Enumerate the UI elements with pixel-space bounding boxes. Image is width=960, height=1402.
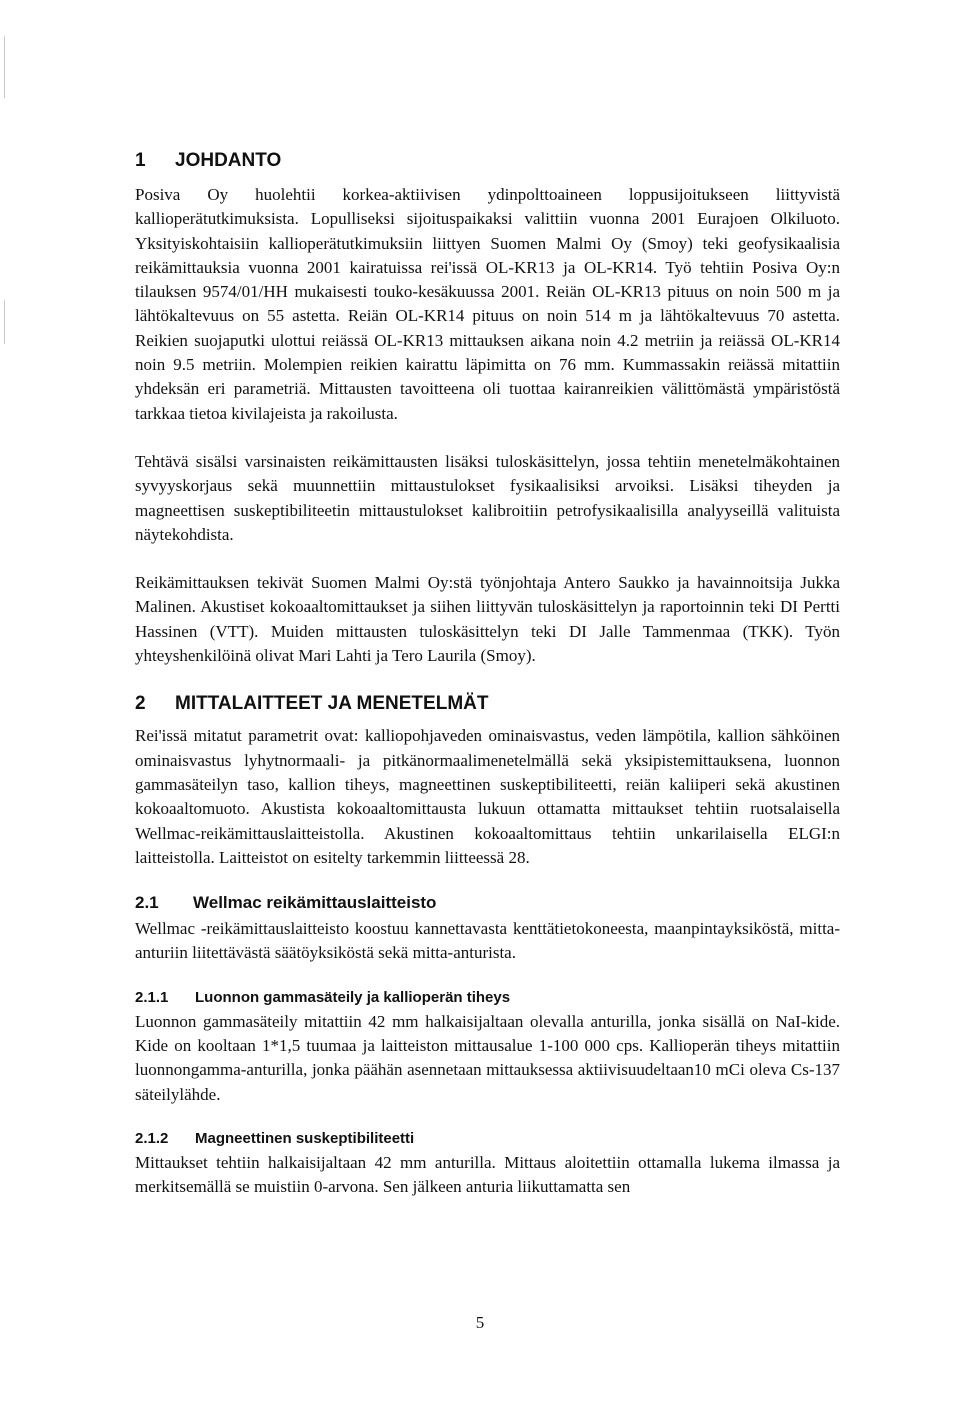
scan-edge-mark [4,36,5,98]
heading-section-1 [135,150,840,172]
section-title: Magneettinen suskeptibiliteetti [195,1129,415,1147]
section-title: Wellmac reikämittauslaitteisto [193,893,437,913]
paragraph: Posiva Oy huolehtii korkea-aktiivisen ydinpolttoaineen loppusijoitukseen liittyvistä kallioperätutkimuksista. Lopulliseksi sijoituspaikaksi valittiin vuonna 2001 Eurajoen Olkiluoto. Yksityiskohtaisiin kallioperätutkimuksiin liittyen Suomen Malmi Oy (Smoy) teki geofysikaalisia reikämittauksia vuonna 2001 kairatuissa rei'issä OL-KR13 ja OL-KR14. Työ tehtiin Posiva Oy:n tilauksen 9574/01/HH mukaisesti touko-kesäkuussa 2001. Reiän OL-KR13 pituus on noin 500 m ja lähtökaltevuus on 55 astetta. Reiän OL-KR14 pituus on noin 514 m ja lähtökaltevuus 70 astetta. Reikien suojaputki ulottui reiässä OL-KR13 mittauksen aikana noin 4.2 metriin ja reiässä OL-KR14 noin 9.5 metriin. Molempien reikien kairattu läpimitta on 76 mm. Kummassakin reiässä mitattiin yhdeksän eri parametriä. Mittausten tavoitteena oli tuottaa kairanreikien välittömästä ympäristöstä tarkkaa tietoa kivilajeista ja rakoilusta. [135,185,840,423]
section-number: 2.1 [135,893,159,913]
section-number: 2.1.1 [135,988,169,1006]
page-number: 5 [475,1313,485,1332]
section-title: JOHDANTO [175,150,282,171]
paragraph: Rei'issä mitatut parametrit ovat: kalliopohjaveden ominaisvastus, veden lämpötila, kallion sähköinen ominaisvastus lyhytnormaali- ja pitkänormaalimenetelmällä sekä yksipistemittauksena, luonnon gammasäteilyn taso, kallion tiheys, magneettinen suskeptibiliteetti, reiän kaliiperi sekä akustinen kokoaaltomuoto. Akustista kokoaaltomittausta lukuun ottamatta mittaukset tehtiin ruotsalaisella Wellmac-reikämittauslaitteistolla. Akustinen kokoaaltomittaus tehtiin unkarilaisella ELGI:n laitteistolla. Laitteistot on esitelty tarkemmin liitteessä 28. [135,726,840,867]
document-page [135,150,840,1200]
paragraph: Wellmac -reikämittauslaitteisto koostuu kannettavasta kenttätietokoneesta, maanpintayksiköstä, mitta-anturiin liitettävästä säätöyksiköstä sekä mitta-anturista. [135,919,840,963]
section-title: MITTALAITTEET JA MENETELMÄT [175,693,489,715]
paragraph: Mittaukset tehtiin halkaisijaltaan 42 mm anturilla. Mittaus aloitettiin ottamalla lukema ilmassa ja merkitsemällä se muistiin 0-arvona. Sen jälkeen anturia liikuttamatta sen [135,1152,840,1197]
section-number: 2.1.2 [135,1129,169,1147]
heading-section-2-1 [135,893,840,913]
heading-section-2-1-1 [135,989,840,1006]
section-number: 2 [135,693,146,715]
paragraph: Reikämittauksen tekivät Suomen Malmi Oy:stä työnjohtaja Antero Saukko ja havainnoitsija Jukka Malinen. Akustiset kokoaaltomittaukset ja siihen liittyvän tuloskäsittelyn ja raportoinnin teki DI Pertti Hassinen (VTT). Muiden mittausten tuloskäsittelyn teki DI Jalle Tammenmaa (TKK). Työn yhteyshenkilöinä olivat Mari Lahti ja Tero Laurila (Smoy). [135,573,840,666]
section-title: Luonnon gammasäteily ja kallioperän tiheys [195,988,511,1006]
paragraph: Tehtävä sisälsi varsinaisten reikämittausten lisäksi tuloskäsittelyn, jossa tehtiin menetelmäkohtainen syvyyskorjaus sekä muunnettiin mittaustulokset fysikaalisiksi arvoiksi. Lisäksi tiheyden ja magneettisen suskeptibiliteetin mittaustulokset kalibroitiin petrofysikaalisilla analyyseillä valituista näytekohdista. [135,451,840,544]
scan-edge-mark [4,300,5,344]
paragraph: Luonnon gammasäteily mitattiin 42 mm halkaisijaltaan olevalla anturilla, jonka sisällä on NaI-kide. Kide on kooltaan 1*1,5 tuumaa ja laitteiston mittausalue 1-100 000 cps. Kallioperän tiheys mitattiin luonnongamma-anturilla, jonka päähän asennetaan mittauksessa aktiivisuudeltaan10 mCi oleva Cs-137 säteilylähde. [135,1011,840,1104]
heading-section-2-1-2 [135,1130,840,1147]
section-number: 1 [135,150,146,171]
heading-section-2 [135,693,840,715]
